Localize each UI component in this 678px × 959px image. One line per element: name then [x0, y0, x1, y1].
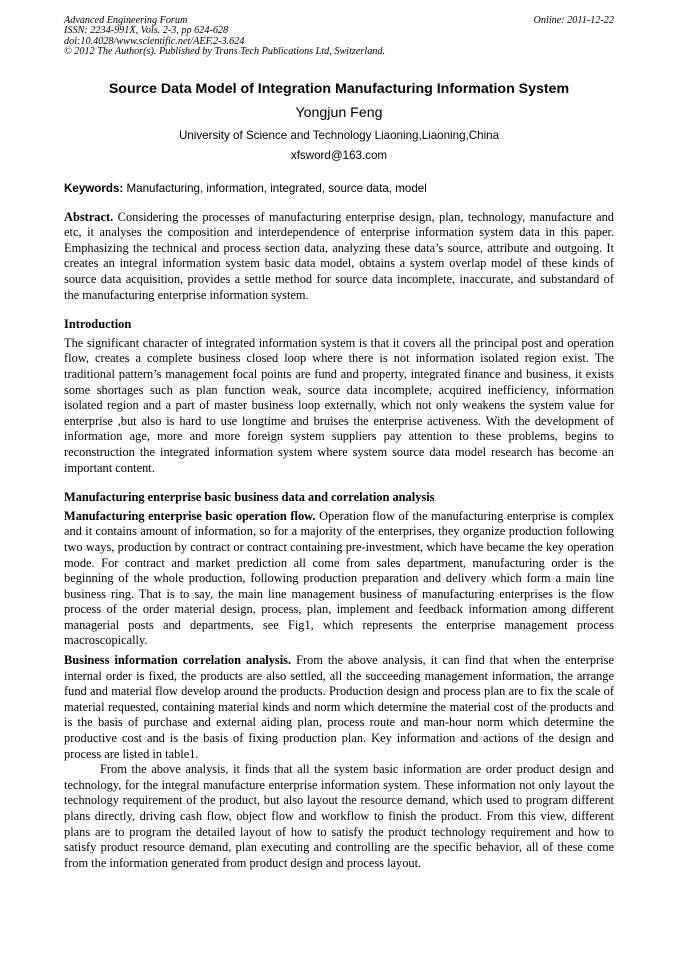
author-affiliation: University of Science and Technology Liaoning,Liaoning,China [178, 128, 500, 142]
abstract-paragraph [64, 210, 614, 304]
issn-line: ISSN: 2234-991X, Vols. 2-3, pp 624-628 [64, 25, 229, 37]
doi-line: doi:10.4028/www.scientific.net/AEF.2-3.624 [64, 35, 245, 47]
author-email[interactable]: xfsword@163.com [290, 148, 388, 162]
copyright-line: © 2012 The Author(s). Published by Trans Tech Publications Ltd, Switzerland. [64, 46, 386, 58]
paper-author: Yongjun Feng [295, 104, 383, 121]
abstract-text: Considering the processes of manufacturing enterprise design, plan, technology, manufacture and etc, it analyses the composition and interdependence of enterprise information system data in this paper. Emphasizing the technical and process section data, analyzing these data’s source, attribute and outgoing. It creates an integral information system basic data model, obtains a system overlap model of these kinds of source data acquisition, provides a settle method for source data incomplete, inaccurate, and substandard of the manufacturing enterprise information system. [64, 209, 614, 302]
analysis-heading: Manufacturing enterprise basic business data and correlation analysis [64, 490, 435, 505]
operation-flow-text: Operation flow of the manufacturing enterprise is complex and it contains amount of information, so for a majority of the enterprises, they organize production following two ways, production by contract or contract containing pre-investment, which have became the key operation mode. For contract and market prediction all come from sales department, manufacturing order is the beginning of the whole production, following production preparation and delivery which form a main line business ring. That is to say, the main line management business of manufacturing enterprises is the flow process of the order material design, process, plan, implement and feedback information among different managerial posts and departments, see Fig1, which represents the enterprise management process macroscopically. [64, 508, 614, 648]
keywords-line [64, 181, 614, 196]
paper-title: Source Data Model of Integration Manufacturing Information System [108, 80, 570, 97]
introduction-heading: Introduction [64, 317, 132, 332]
journal-name: Advanced Engineering Forum [64, 15, 188, 26]
operation-flow-paragraph [64, 509, 614, 649]
correlation-text: From the above analysis, it can find that when the enterprise internal order is fixed, the products are also settled, all the succeeding management information, the arrange fund and material flow develop around the products. Production design and process plan are to fix the scale of material requested, containing material kinds and norm which determine the material cost of the products and is the basis of purchase and external aiding plan, process route and man-hour norm which determine the productive cost and is the basis of fixing production plan. Key information and actions of the design and process are listed in table1. [64, 653, 614, 761]
conclusion-paragraph: From the above analysis, it finds that all the system basic information are order product design and technology, for the integral manufacture enterprise information system. These information not only layout the technology requirement of the product, but also layout the resource demand, which used to program different plans directly, driving cash flow, object flow and workflow to finish the product. From this view, different plans are to program the detailed layout of how to satisfy the product technology requirement and how to satisfy product resource demand, plan executing and controlling are the specific behavior, all of these come from the information generated from product design and process layout. [64, 762, 614, 870]
abstract-label: Abstract. [64, 209, 114, 224]
correlation-label: Business information correlation analysis. [64, 653, 292, 668]
operation-flow-label: Manufacturing enterprise basic operation flow. [64, 508, 316, 523]
online-date: Online: 2011-12-22 [533, 15, 614, 26]
keywords-text: Manufacturing, information, integrated, source data, model [123, 181, 427, 195]
keywords-label: Keywords: [64, 181, 124, 195]
introduction-paragraph: The significant character of integrated information system is that it covers all the principal post and operation flow, creates a complete business closed loop where there is not information isolated region exist. The traditional pattern’s management focal points are fund and property, integrated finance and business, it exists some shortages such as plan function weak, source data incomplete, acquired inefficiency, information isolated region and a part of master business loop externally, which not only weakens the system value for enterprise ,but also is hard to use longtime and bruises the enterprise activeness. With the development of information age, more and more foreign system suppliers pay attention to these problems, begins to reconstruction the integrated information system where system source data model research has become an important content. [64, 335, 614, 475]
correlation-paragraph [64, 653, 614, 762]
journal-header [64, 16, 614, 58]
